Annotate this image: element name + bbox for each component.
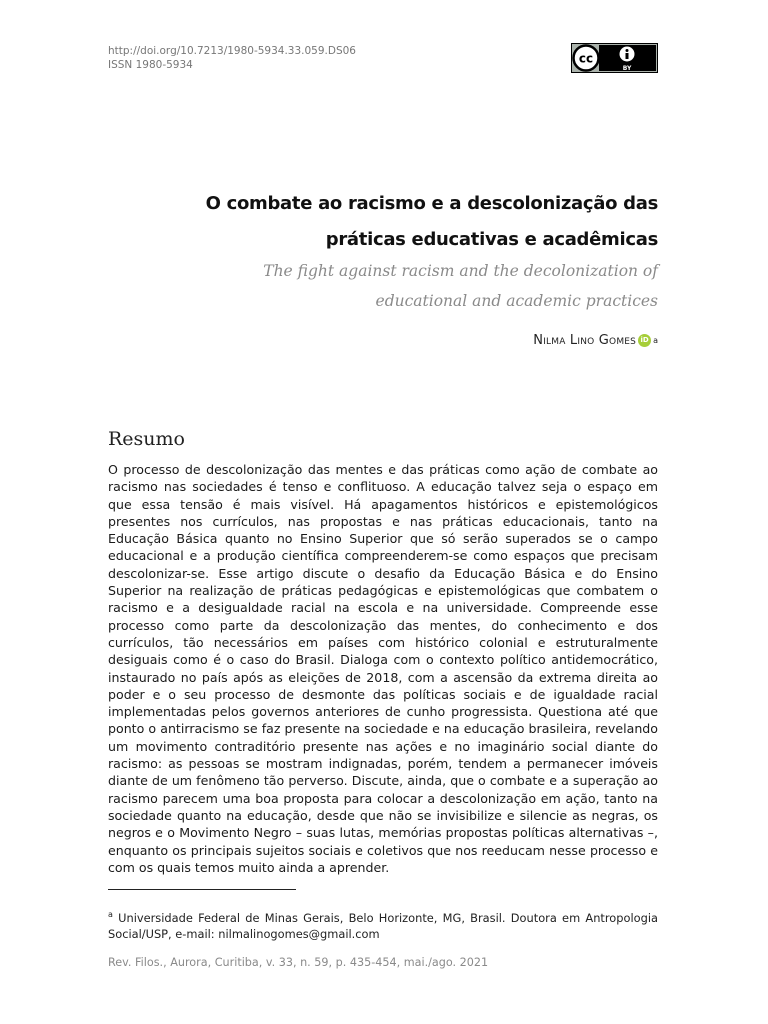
abstract-heading: Resumo xyxy=(108,428,185,450)
issn: ISSN 1980-5934 xyxy=(108,59,193,71)
subtitle-line-2: educational and academic practices xyxy=(375,292,658,310)
article-title xyxy=(206,186,658,258)
header-meta xyxy=(108,44,356,72)
orcid-icon[interactable]: iD xyxy=(638,334,651,347)
footnote-text: Universidade Federal de Minas Gerais, Belo Horizonte, MG, Brasil. Doutora em Antropologia Social/USP, e-mail: nilmalinogomes@gmail.com xyxy=(108,910,658,941)
abstract-text: O processo de descolonização das mentes e das práticas como ação de combate ao racismo nas sociedades é tenso e conflituoso. A educação talvez seja o espaço em que essa tensão é mais visível. Há apagamentos históricos e epistemológicos presentes nos currículos, nas propostas e nas práticas educacionais, tanto na Educação Básica quanto no Ensino Superior que só serão superados se o campo educacional e a produção científica compreenderem-se como espaços que precisam descolonizar-se. Esse artigo discute o desafio da Educação Básica e do Ensino Superior na realização de práticas pedagógicas e epistemológicas que combatem o racismo e a desigualdade racial na escola e na universidade. Compreende esse processo como parte da descolonização das mentes, do conhecimento e dos currículos, tão necessários em países com histórico colonial e estruturalmente desiguais como é o caso do Brasil. Dialoga com o contexto político antidemocrático, instaurado no país após as eleições de 2018, com a ascensão da extrema direita ao poder e o seu processo de desmonte das políticas sociais e de igualdade racial implementadas pelos governos anteriores de cunho progressista. Questiona até que ponto o antirracismo se faz presente na sociedade e na educação brasileira, revelando um movimento contraditório presente nas ações e no imaginário social diante do racismo: as pessoas se mostram indignadas, porém, tendem a permanecer imóveis diante de um fenômeno tão perverso. Discute, ainda, que o combate e a superação ao racismo parecem uma boa proposta para colocar a descolonização em ação, tanto na sociedade quanto na educação, desde que não se invisibilize e silencie as negras, os negros e o Movimento Negro – suas lutas, memórias propostas políticas alternativas –, enquanto os principais sujeitos sociais e coletivos que nos reeducam nesse processo e com os quais temos muito ainda a aprender. xyxy=(108,462,658,875)
by-label: BY xyxy=(622,65,632,72)
journal-citation: Rev. Filos., Aurora, Curitiba, v. 33, n. 59, p. 435-454, mai./ago. 2021 xyxy=(108,956,489,969)
article-subtitle xyxy=(263,256,658,316)
subtitle-line-1: The fight against racism and the decolonization of xyxy=(263,262,658,280)
author-name: Nilma Lino Gomes xyxy=(533,333,637,348)
cc-icon: cc xyxy=(578,51,594,66)
footnote-divider xyxy=(108,889,296,890)
title-line-1: O combate ao racismo e a descolonização das xyxy=(205,193,658,214)
footnote xyxy=(108,907,658,942)
affiliation-mark: a xyxy=(653,336,658,345)
author-line xyxy=(533,333,658,348)
cc-by-license-badge[interactable] xyxy=(571,43,658,73)
footnote-mark: a xyxy=(108,910,113,919)
title-line-2: práticas educativas e acadêmicas xyxy=(325,229,658,250)
doi-link[interactable]: http://doi.org/10.7213/1980-5934.33.059.DS06 xyxy=(108,45,356,57)
